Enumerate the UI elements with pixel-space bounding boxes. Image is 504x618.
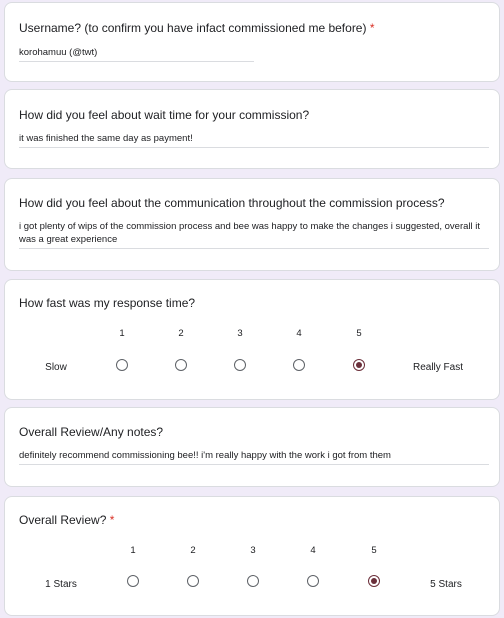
radio-option-5[interactable] [353, 359, 365, 371]
question-card-overall-review [4, 496, 500, 616]
radio-option-2[interactable] [175, 359, 187, 371]
question-title: How did you feel about wait time for your commission? [19, 108, 310, 122]
question-title-text: Overall Review? [19, 513, 107, 527]
required-asterisk: * [369, 21, 375, 35]
radio-option-5[interactable] [368, 575, 380, 587]
radio-option-4[interactable] [293, 359, 305, 371]
scale-number: 5 [356, 328, 362, 339]
wait-time-answer-field[interactable]: it was finished the same day as payment! [19, 132, 489, 148]
radio-option-3[interactable] [247, 575, 259, 587]
scale-number: 3 [250, 545, 256, 556]
scale-number: 4 [310, 545, 316, 556]
username-answer-field[interactable]: korohamuu (@twt) [19, 46, 254, 62]
scale-number: 2 [178, 328, 184, 339]
scale-number: 1 [119, 328, 125, 339]
question-title: How fast was my response time? [19, 296, 196, 310]
required-asterisk: * [109, 513, 115, 527]
scale-number: 1 [130, 545, 136, 556]
question-card-wait-time [4, 89, 500, 169]
notes-answer-field[interactable]: definitely recommend commissioning bee!! i'm really happy with the work i got from them [19, 449, 489, 465]
communication-answer-field[interactable]: i got plenty of wips of the commission process and bee was happy to make the changes i suggested, overall it was a great experience [19, 220, 489, 249]
scale-low-label: 1 Stars [45, 579, 77, 590]
scale-low-label: Slow [45, 362, 67, 373]
question-title [19, 21, 375, 36]
radio-option-1[interactable] [116, 359, 128, 371]
question-card-response-time [4, 279, 500, 400]
radio-option-1[interactable] [127, 575, 139, 587]
question-title: Overall Review/Any notes? [19, 425, 164, 439]
scale-number: 4 [296, 328, 302, 339]
question-card-notes [4, 407, 500, 487]
scale-number: 2 [190, 545, 196, 556]
scale-number: 5 [371, 545, 377, 556]
question-title [19, 513, 114, 528]
scale-high-label: Really Fast [412, 362, 464, 373]
question-card-communication [4, 178, 500, 271]
scale-high-label: 5 Stars [430, 579, 462, 590]
radio-option-3[interactable] [234, 359, 246, 371]
question-card-username [4, 2, 500, 82]
radio-option-4[interactable] [307, 575, 319, 587]
question-title-text: Username? (to confirm you have infact commissioned me before) [19, 21, 367, 35]
radio-option-2[interactable] [187, 575, 199, 587]
scale-number: 3 [237, 328, 243, 339]
question-title: How did you feel about the communication throughout the commission process? [19, 196, 445, 210]
